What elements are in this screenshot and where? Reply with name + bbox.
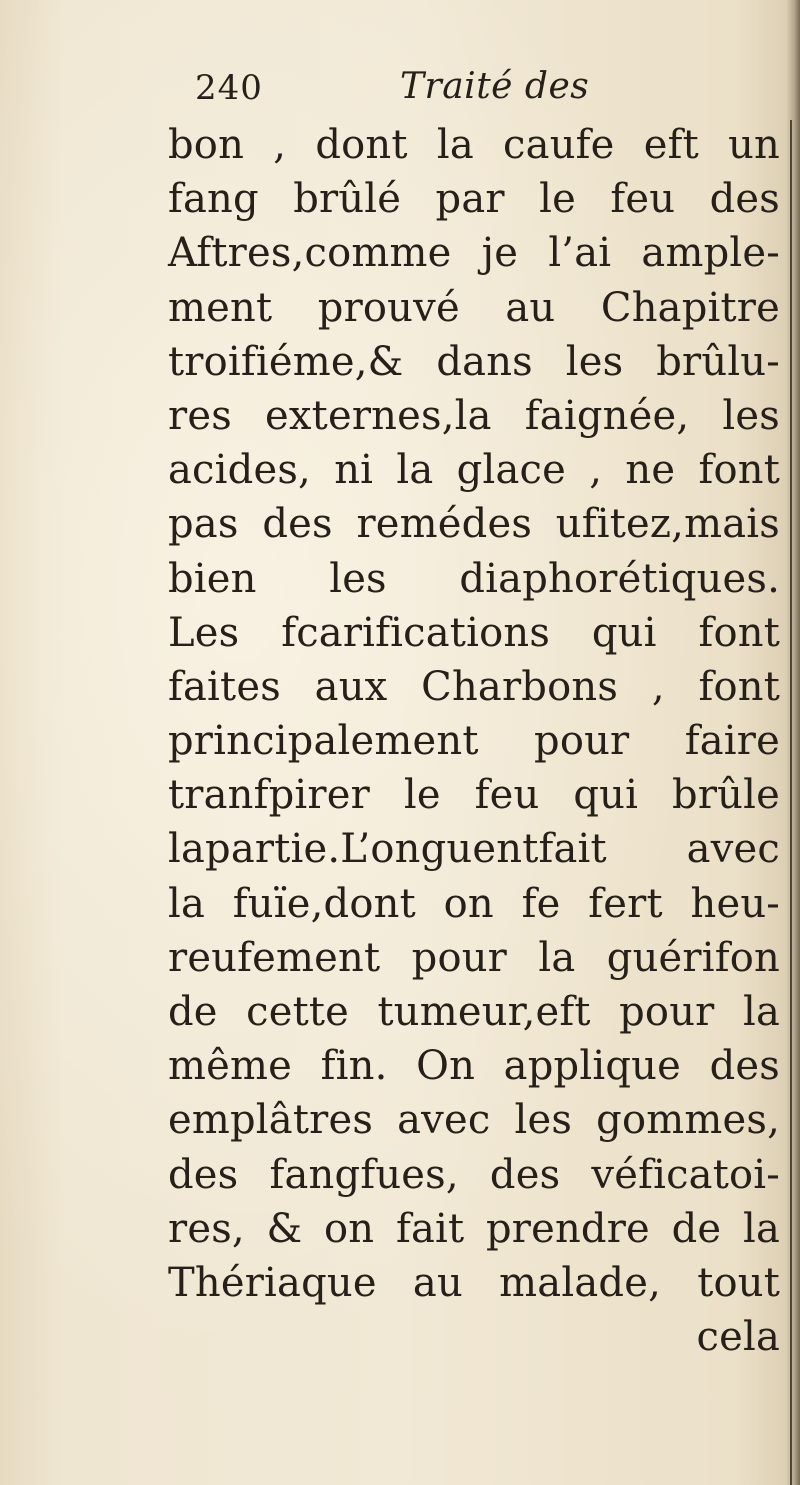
text-line: emplâtres avec les gommes, [168,1097,780,1144]
text-line: bon , dont la caufe eft un [168,122,780,168]
text-line: même fin. On applique des [168,1043,780,1090]
body-text [168,118,780,1364]
page-edge-shadow [786,0,800,1485]
text-line: lapartie.L’onguentfait avec [168,826,780,873]
text-line: res, & on fait prendre de la [168,1205,780,1252]
text-line: Thériaque au malade, tout [168,1259,780,1306]
text-line: Aftres,comme je l’ai ample- [168,230,780,277]
text-line: ment prouvé au Chapitre [168,284,780,331]
text-line: faites aux Charbons , font [168,663,780,710]
text-line: principalement pour faire [168,718,780,765]
text-line: tranfpirer le feu qui brûle [168,772,780,819]
page-edge-line [790,120,792,1485]
text-line: des fangfues, des véficatoi- [168,1151,780,1198]
text-line: pas des remédes ufitez,mais [168,501,780,548]
text-line: de cette tumeur,eft pour la [168,989,780,1035]
page-header [195,68,755,112]
text-line: bien les diaphorétiques. [168,555,780,602]
running-title: Traité des [400,66,590,107]
text-line: troifiéme,& dans les brûlu- [168,338,780,385]
catchword: cela [696,1314,780,1361]
text-line: fang brûlé par le feu des [168,176,780,223]
text-line: Les fcarifications qui font [168,609,780,656]
text-line: res externes,la faignée, les [168,392,780,439]
text-line: acides, ni la glace , ne font [168,447,780,494]
text-line: reufement pour la guérifon [168,934,780,981]
text-line: la fuïe,dont on fe fert heu- [168,880,780,927]
page-number: 240 [195,68,263,108]
